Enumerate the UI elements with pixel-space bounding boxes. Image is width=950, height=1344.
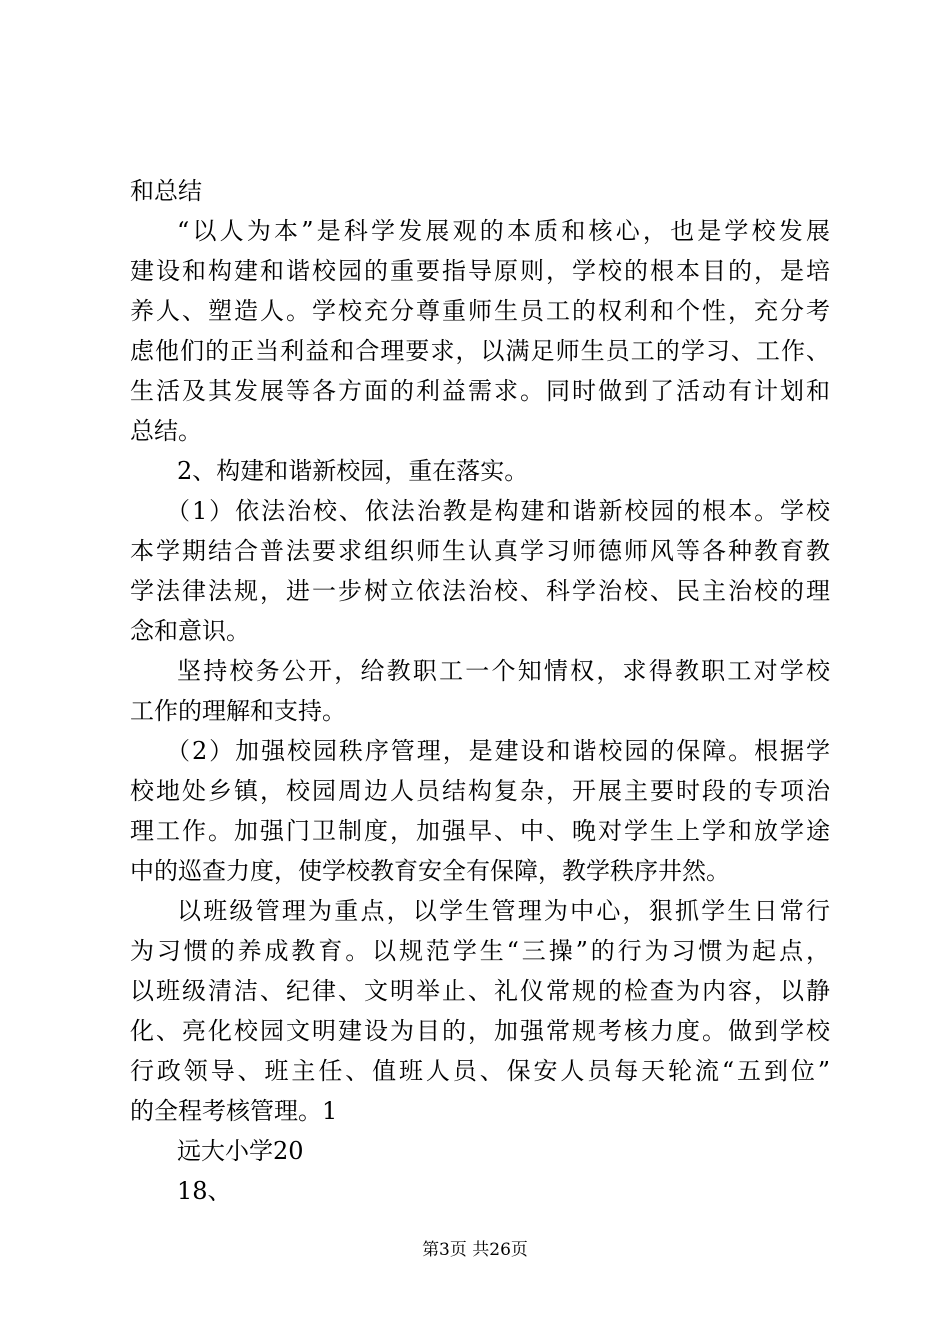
text-line: 的全程考核管理。1 <box>130 1097 338 1125</box>
text-line: 为习惯的养成教育。以规范学生“三操”的行为习惯为起点， <box>130 937 830 965</box>
text-line: 养人、塑造人。学校充分尊重师生员工的权利和个性，充分考 <box>130 297 830 325</box>
text-line: 以班级清洁、纪律、文明举止、礼仪常规的检查为内容，以静 <box>130 977 830 1005</box>
text-line: 理工作。加强门卫制度，加强早、中、晚对学生上学和放学途 <box>130 817 830 845</box>
text-line: 虑他们的正当利益和合理要求，以满足师生员工的学习、工作、 <box>130 337 830 365</box>
text-line: 18、 <box>177 1177 232 1205</box>
text-line: 坚持校务公开，给教职工一个知情权，求得教职工对学校 <box>177 657 830 685</box>
text-line: 学法律法规，进一步树立依法治校、科学治校、民主治校的理 <box>130 577 830 605</box>
text-line: 工作的理解和支持。 <box>130 697 346 725</box>
text-line: “以人为本”是科学发展观的本质和核心，也是学校发展 <box>177 217 830 245</box>
text-line: 念和意识。 <box>130 617 250 645</box>
text-line: 以班级管理为重点，以学生管理为中心，狠抓学生日常行 <box>177 897 830 925</box>
text-line: 化、亮化校园文明建设为目的，加强常规考核力度。做到学校 <box>130 1017 830 1045</box>
text-line: 总结。 <box>130 417 202 445</box>
text-line: 建设和构建和谐校园的重要指导原则，学校的根本目的，是培 <box>130 257 830 285</box>
text-line: （2）加强校园秩序管理，是建设和谐校园的保障。根据学 <box>166 737 830 765</box>
text-line: 中的巡查力度，使学校教育安全有保障，教学秩序井然。 <box>130 857 730 885</box>
text-line: 2、构建和谐新校园，重在落实。 <box>177 457 529 485</box>
text-line: 和总结 <box>130 177 202 205</box>
text-line: 校地处乡镇，校园周边人员结构复杂，开展主要时段的专项治 <box>130 777 830 805</box>
text-line: 远大小学20 <box>177 1137 304 1165</box>
page-footer <box>0 1238 950 1262</box>
text-line: 行政领导、班主任、值班人员、保安人员每天轮流“五到位” <box>130 1057 830 1085</box>
page-number: 第3页 共26页 <box>422 1240 528 1260</box>
text-line: （1）依法治校、依法治教是构建和谐新校园的根本。学校 <box>166 497 830 525</box>
text-line: 本学期结合普法要求组织师生认真学习师德师风等各种教育教 <box>130 537 830 565</box>
text-line: 生活及其发展等各方面的利益需求。同时做到了活动有计划和 <box>130 377 830 405</box>
